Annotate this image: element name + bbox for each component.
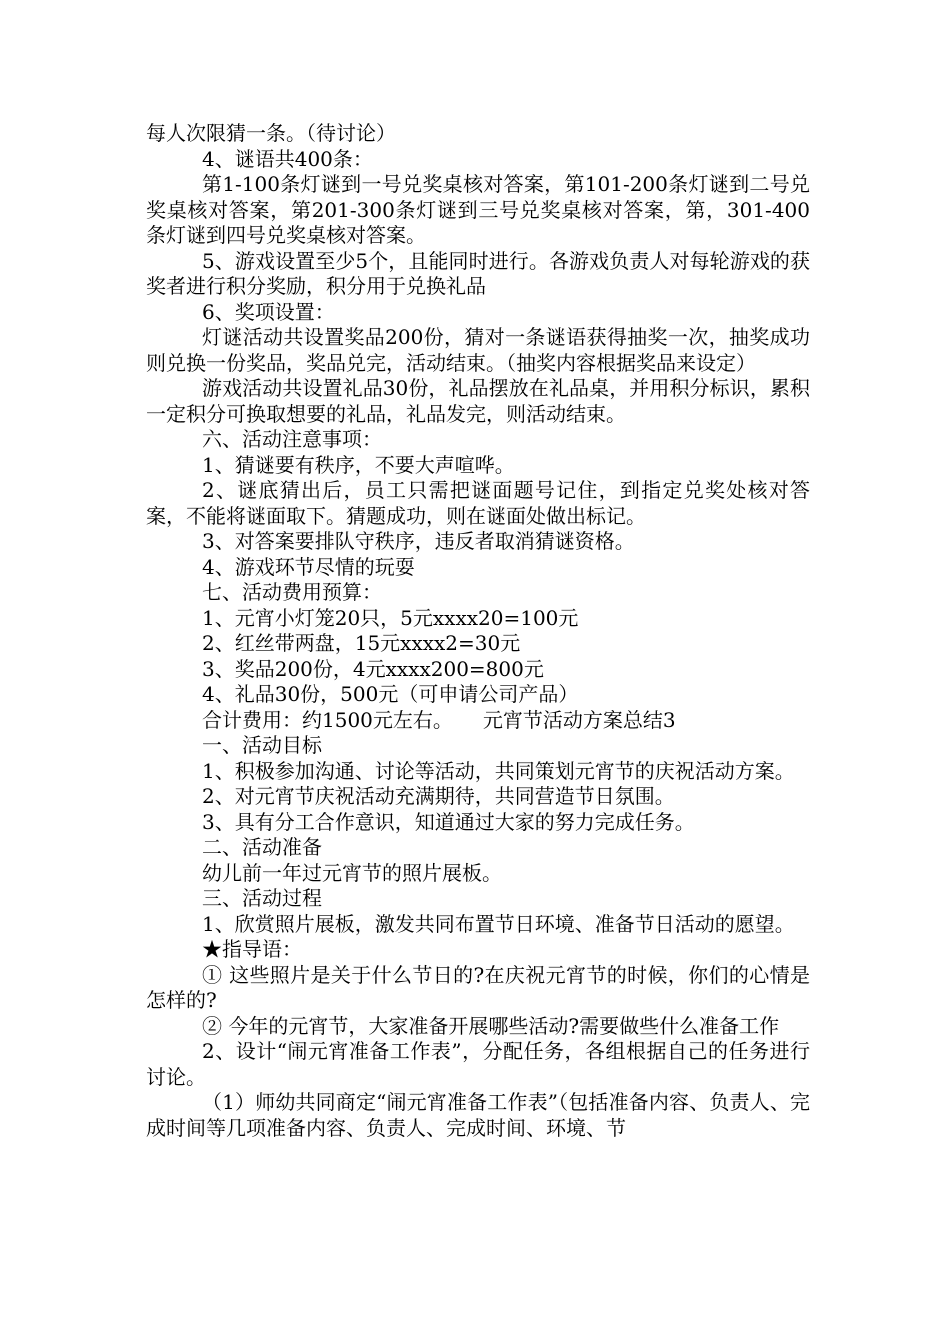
paragraph: 2、设计“闹元宵准备工作表”，分配任务，各组根据自己的任务进行讨论。 [146,1039,810,1089]
paragraph: 1、积极参加沟通、讨论等活动，共同策划元宵节的庆祝活动方案。 [202,758,795,783]
paragraph: ② 今年的元宵节，大家准备开展哪些活动?需要做些什么准备工作 [202,1013,780,1038]
section-heading: 三、活动过程 [202,886,322,910]
paragraph: 4、游戏环节尽情的玩耍 [202,554,415,579]
paragraph: 1、欣赏照片展板，激发共同布置节日环境、准备节日活动的愿望。 [202,911,795,936]
paragraph: 2、谜底猜出后，员工只需把谜面题号记住，到指定兑奖处核对答案，不能将谜面取下。猜题成功，则在谜面处做出标记。 [146,478,810,528]
paragraph: 灯谜活动共设置奖品200份，猜对一条谜语获得抽奖一次，抽奖成功则兑换一份奖品，奖品兑完，活动结束。（抽奖内容根据奖品来设定） [146,325,810,375]
document-body [146,121,810,1141]
paragraph: 幼儿前一年过元宵节的照片展板。 [202,860,502,885]
section-heading: 一、活动目标 [202,733,322,757]
budget-total: 合计费用：约1500元左右。 元宵节活动方案总结3 [202,707,676,732]
section-heading: 七、活动费用预算： [202,580,382,604]
budget-item: 4、礼品30份，500元（可申请公司产品） [202,682,579,706]
paragraph: 4、谜语共400条： [202,146,373,171]
paragraph: 2、对元宵节庆祝活动充满期待，共同营造节日氛围。 [202,784,675,808]
paragraph: （1）师幼共同商定“闹元宵准备工作表”（包括准备内容、负责人、完成时间等几项准备内容、负责人、完成时间、环境、节 [146,1090,810,1140]
paragraph: 3、具有分工合作意识，知道通过大家的努力完成任务。 [202,809,695,834]
guidance-heading: ★指导语： [202,937,302,961]
paragraph: 游戏活动共设置礼品30份，礼品摆放在礼品桌，并用积分标识，累积一定积分可换取想要的礼品，礼品发完，则活动结束。 [146,376,810,426]
paragraph: ① 这些照片是关于什么节日的?在庆祝元宵节的时候，你们的心情是怎样的? [146,962,810,1012]
budget-item: 3、奖品200份，4元xxxx200=800元 [202,656,544,681]
paragraph: 每人次限猜一条。（待讨论） [146,121,396,145]
paragraph: 6、奖项设置： [202,299,335,324]
paragraph: 1、猜谜要有秩序，不要大声喧哗。 [202,452,515,477]
paragraph: 第1-100条灯谜到一号兑奖桌核对答案，第101-200条灯谜到二号兑奖桌核对答案，第201-300条灯谜到三号兑奖桌核对答案，第，301-400条灯谜到四号兑奖桌核对答案。 [146,172,810,247]
budget-item: 1、元宵小灯笼20只，5元xxxx20=100元 [202,605,579,630]
section-heading: 六、活动注意事项： [202,427,382,451]
section-heading: 二、活动准备 [202,835,322,859]
budget-item: 2、红丝带两盘，15元xxxx2=30元 [202,631,521,655]
paragraph: 5、游戏设置至少5个，且能同时进行。各游戏负责人对每轮游戏的获奖者进行积分奖励，积分用于兑换礼品 [146,248,810,298]
paragraph: 3、对答案要排队守秩序，违反者取消猜谜资格。 [202,529,635,553]
